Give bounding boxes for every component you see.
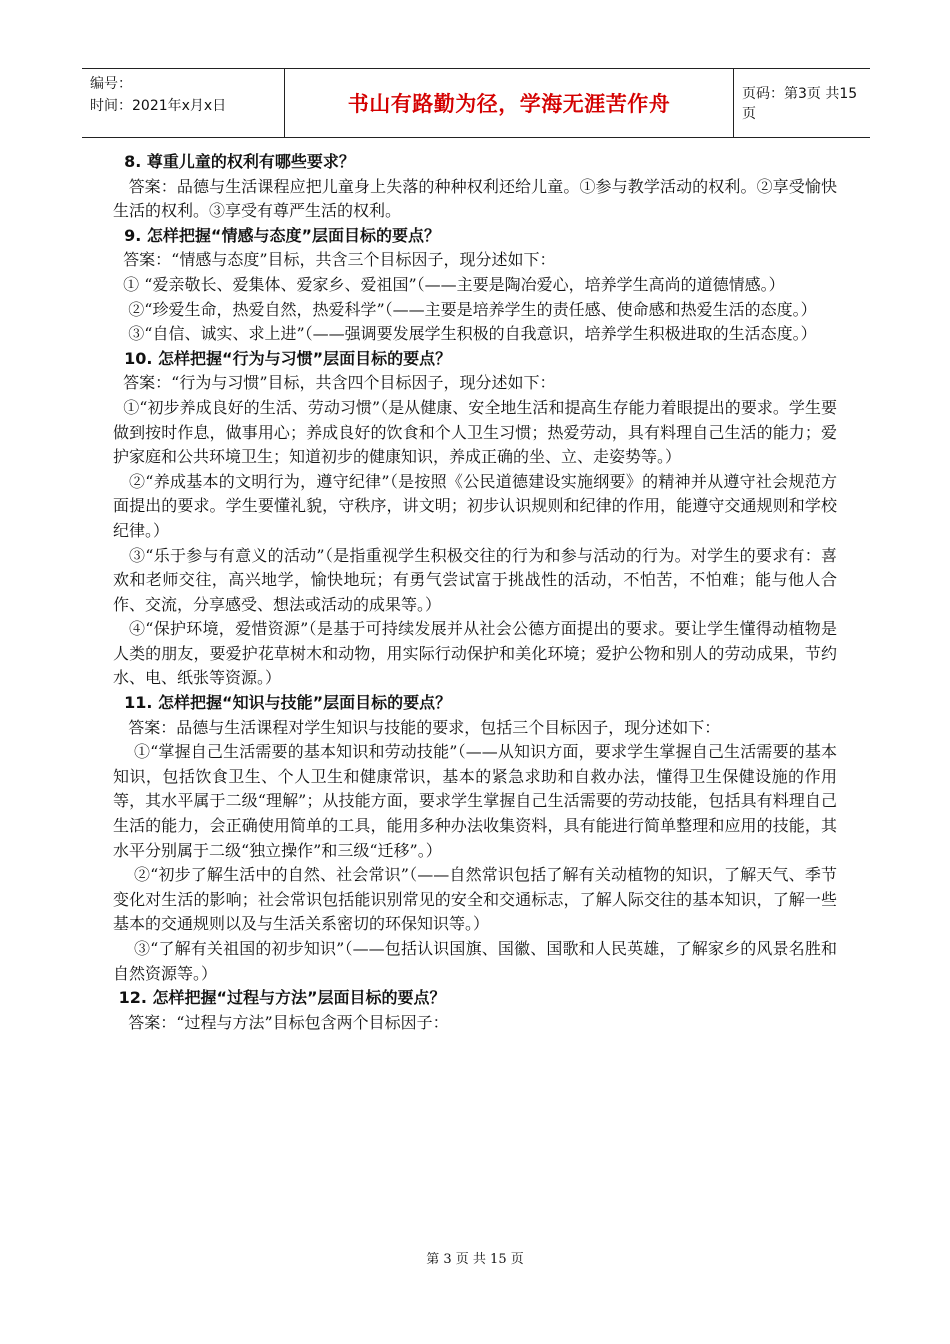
page-footer: 第 3 页 共 15 页 [426,1252,524,1267]
header-meta [90,73,280,117]
answer-paragraph: 答案：品德与生活课程应把儿童身上失落的种种权利还给儿童。①参与教学活动的权利。②享受愉快生活的权利。③享受有尊严生活的权利。 [113,176,837,221]
answer-paragraph: ③“了解有关祖国的初步知识”（——包括认识国旗、国徽、国歌和人民英雄，了解家乡的风景名胜和自然资源等。） [113,939,837,983]
answer-paragraph: ②“养成基本的文明行为，遵守纪律”（是按照《公民道德建设实施纲要》的精神并从遵守社会规范方面提出的要求。学生要懂礼貌，守秩序，讲文明；初步认识规则和纪律的作用，能遵守交通规则和学校纪律。） [113,471,837,540]
time-label: 时间：2021年x月x日 [90,98,227,114]
motto: 书山有路勤为径，学海无涯苦作舟 [284,69,734,137]
answer-paragraph: ①“掌握自己生活需要的基本知识和劳动技能”（——从知识方面，要求学生掌握自己生活需要的基本知识，包括饮食卫生、个人卫生和健康常识，基本的紧急求助和自救办法，懂得卫生保健设施的作用等，其水平属于二级“理解”；从技能方面，要求学生掌握自己生活需要的劳动技能，包括具有料理自己生活的能力，会正确使用简单的工具，能用多种办法收集资料，具有能进行简单整理和应用的技能，其水平分别属于二级“独立操作”和三级“迁移”。） [113,742,837,860]
answer-paragraph: ④“保护环境，爱惜资源”（是基于可持续发展并从社会公德方面提出的要求。要让学生懂得动植物是人类的朋友，要爱护花草树木和动物，用实际行动保护和美化环境；爱护公物和别人的劳动成果，节约水、电、纸张等资源。） [113,619,837,688]
answer-paragraph: ②“初步了解生活中的自然、社会常识”（——自然常识包括了解有关动植物的知识，了解天气、季节变化对生活的影响；社会常识包括能识别常见的安全和交通标志，了解人际交往的基本知识，了解一些基本的交通规则以及与生活关系密切的环保知识等。） [113,865,837,934]
question-heading: 12. 怎样把握“过程与方法”层面目标的要点？ [113,988,446,1008]
answer-paragraph: ① “爱亲敬长、爱集体、爱家乡、爱祖国”（——主要是陶冶爱心，培养学生高尚的道德情感。） [113,274,785,294]
question-heading: 10. 怎样把握“行为与习惯”层面目标的要点？ [113,348,452,368]
answer-paragraph: ①“初步养成良好的生活、劳动习惯”（是从健康、安全地生活和提高生存能力着眼提出的要求。学生要做到按时作息，做事用心；养成良好的饮食和个人卫生习惯；热爱劳动，具有料理自己生活的能力；爱护家庭和公共环境卫生；知道初步的健康知识，养成正确的坐、立、走姿势等。） [113,397,837,467]
answer-paragraph: ③“自信、诚实、求上进”（——强调要发展学生积极的自我意识，培养学生积极进取的生活态度。） [113,324,817,344]
answer-paragraph: 答案：“情感与态度”目标，共含三个目标因子，现分述如下： [113,250,556,270]
page-info: 页码：第3页 共15页 [742,86,858,122]
answer-paragraph: 答案：品德与生活课程对学生知识与技能的要求，包括三个目标因子，现分述如下： [113,717,721,737]
document-body [113,150,837,1035]
question-heading: 11. 怎样把握“知识与技能”层面目标的要点？ [113,693,452,713]
answer-paragraph: 答案：“过程与方法”目标包含两个目标因子： [113,1012,449,1032]
number-label: 编号： [90,76,132,92]
question-heading: 8. 尊重儿童的权利有哪些要求？ [113,152,355,171]
page-header [82,68,870,138]
question-heading: 9. 怎样把握“情感与态度”层面目标的要点？ [113,225,440,245]
answer-paragraph: ③“乐于参与有意义的活动”（是指重视学生积极交往的行为和参与活动的行为。对学生的要求有：喜欢和老师交往，高兴地学，愉快地玩；有勇气尝试富于挑战性的活动，不怕苦，不怕难；能与他人合作、交流，分享感受、想法或活动的成果等。） [113,545,837,614]
answer-paragraph: 答案：“行为与习惯”目标，共含四个目标因子，现分述如下： [113,373,556,393]
answer-paragraph: ②“珍爱生命，热爱自然，热爱科学”（——主要是培养学生的责任感、使命感和热爱生活的态度。） [113,299,817,319]
